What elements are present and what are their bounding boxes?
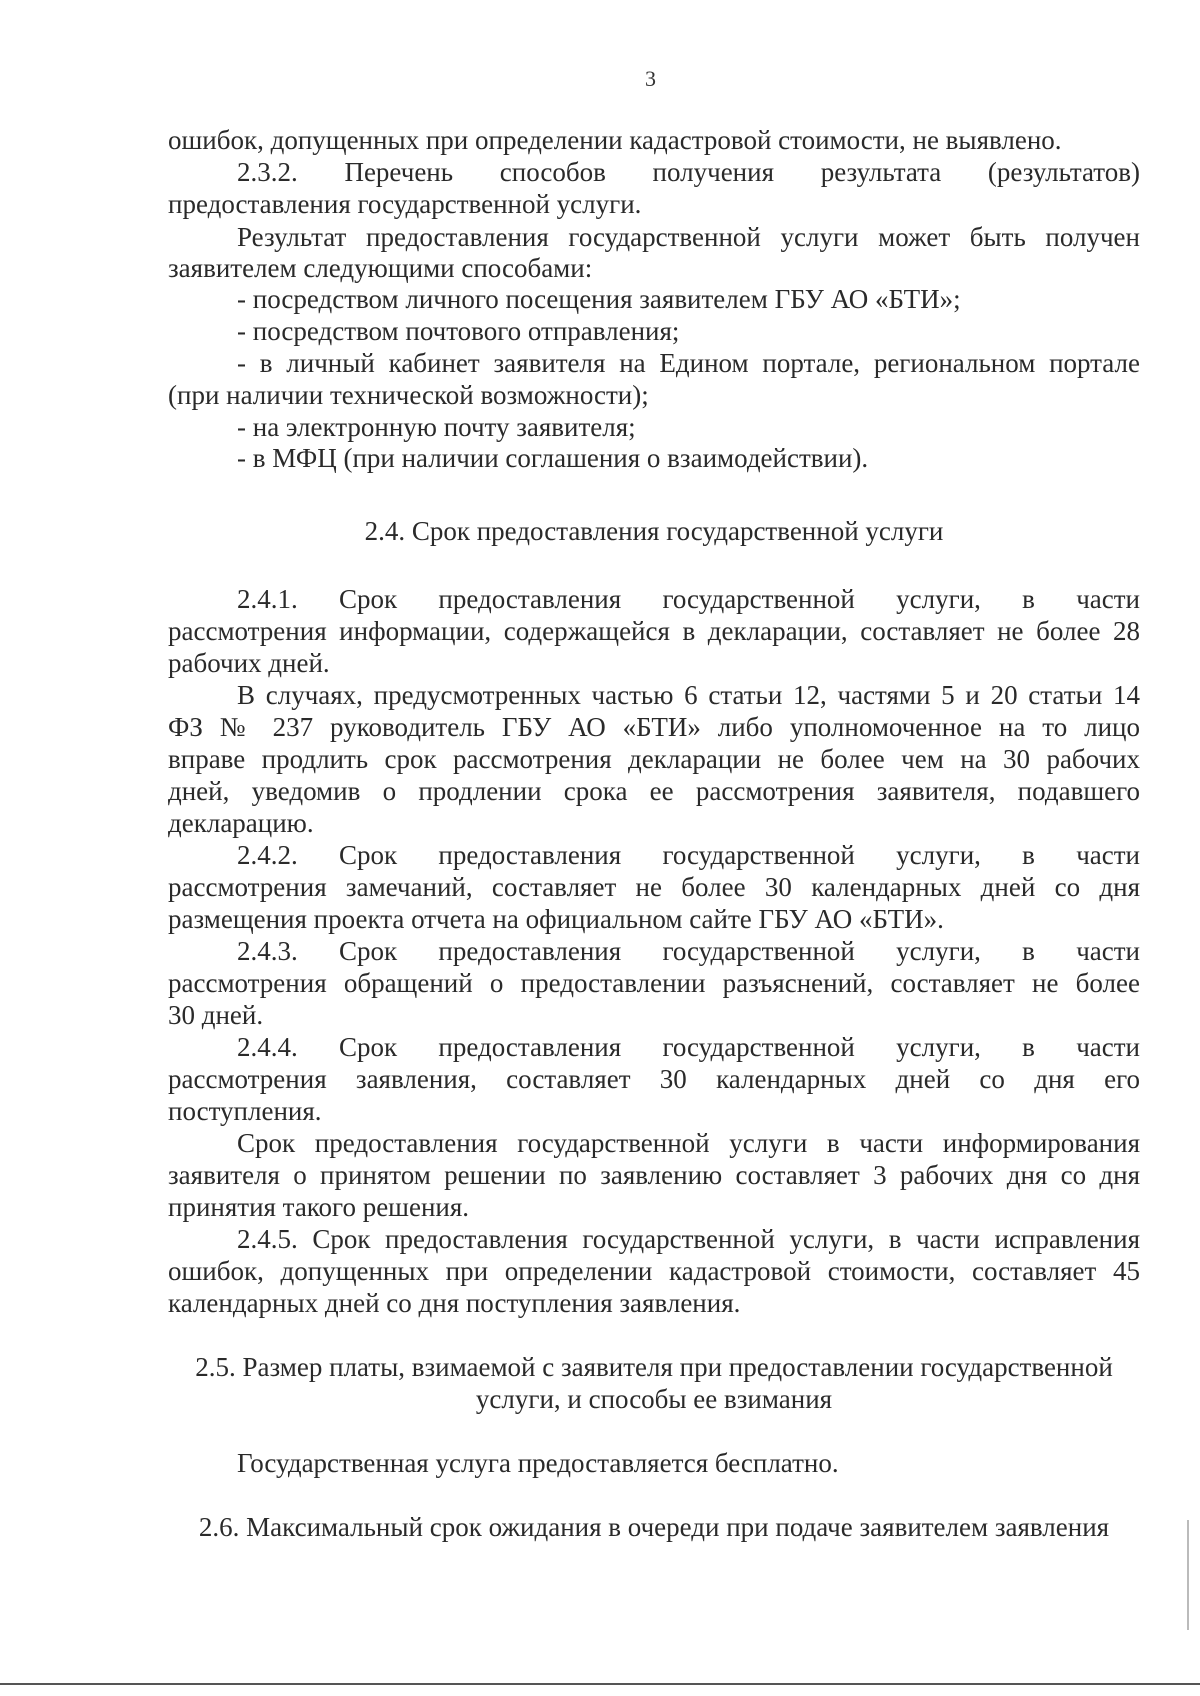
paragraph-2-3-2-start: 2.3.2. Перечень способов получения результата (результатов): [237, 157, 1140, 187]
section-heading-2-5-cont: услуги, и способы ее взимания: [475, 1384, 833, 1414]
scan-edge: [1187, 1520, 1189, 1630]
text-line: ФЗ № 237 руководитель ГБУ АО «БТИ» либо уполномоченное на то лицо: [168, 712, 1140, 742]
list-item: - посредством личного посещения заявителем ГБУ АО «БТИ»;: [237, 284, 961, 314]
paragraph-start: Результат предоставления государственной услуги может быть получен: [237, 222, 1140, 252]
paragraph-2-4-5-start: 2.4.5. Срок предоставления государственной услуги, в части исправления: [237, 1224, 1140, 1254]
paragraph-2-4-2-start: 2.4.2. Срок предоставления государственной услуги, в части: [237, 840, 1140, 870]
text-line: ошибок, допущенных при определении кадастровой стоимости, не выявлено.: [168, 125, 1062, 155]
text-line: рассмотрения замечаний, составляет не более 30 календарных дней со дня: [168, 872, 1140, 902]
section-heading-2-4: 2.4. Срок предоставления государственной услуги: [364, 516, 944, 546]
paragraph-start: В случаях, предусмотренных частью 6 статьи 12, частями 5 и 20 статьи 14: [237, 680, 1140, 710]
text-line: рассмотрения информации, содержащейся в декларации, составляет не более 28: [168, 616, 1140, 646]
text-line: календарных дней со дня поступления заявления.: [168, 1288, 741, 1318]
paragraph-2-4-1-start: 2.4.1. Срок предоставления государственной услуги, в части: [237, 584, 1140, 614]
text-line: поступления.: [168, 1096, 322, 1126]
section-heading-2-6: 2.6. Максимальный срок ожидания в очереди при подаче заявителем заявления: [198, 1512, 1110, 1542]
text-line: заявителем следующими способами:: [168, 253, 593, 283]
list-item: - на электронную почту заявителя;: [237, 412, 636, 442]
text-line: рассмотрения обращений о предоставлении разъяснений, составляет не более: [168, 968, 1140, 998]
list-item: - посредством почтового отправления;: [237, 316, 680, 346]
paragraph-start: Срок предоставления государственной услуги в части информирования: [237, 1128, 1140, 1158]
paragraph-2-4-3-start: 2.4.3. Срок предоставления государственной услуги, в части: [237, 936, 1140, 966]
text-line: вправе продлить срок рассмотрения декларации не более чем на 30 рабочих: [168, 744, 1140, 774]
text-line: ошибок, допущенных при определении кадастровой стоимости, составляет 45: [168, 1256, 1140, 1286]
paragraph-2-4-4-start: 2.4.4. Срок предоставления государственной услуги, в части: [237, 1032, 1140, 1062]
text-line: рассмотрения заявления, составляет 30 календарных дней со дня его: [168, 1064, 1140, 1094]
text-line: размещения проекта отчета на официальном сайте ГБУ АО «БТИ».: [168, 904, 944, 934]
list-item: - в МФЦ (при наличии соглашения о взаимодействии).: [237, 443, 869, 473]
paragraph-free-service: Государственная услуга предоставляется бесплатно.: [237, 1448, 839, 1478]
text-line: заявителя о принятом решении по заявлению составляет 3 рабочих дня со дня: [168, 1160, 1140, 1190]
text-line: 30 дней.: [168, 1000, 264, 1030]
text-line: предоставления государственной услуги.: [168, 189, 642, 219]
text-line: принятия такого решения.: [168, 1192, 470, 1222]
text-line: рабочих дней.: [168, 648, 330, 678]
page-bottom-edge: [0, 1683, 1200, 1685]
text-line: декларацию.: [168, 808, 314, 838]
section-heading-2-5: 2.5. Размер платы, взимаемой с заявителя при предоставлении государственной: [195, 1352, 1113, 1382]
text-line: (при наличии технической возможности);: [168, 380, 649, 410]
page-number: 3: [645, 66, 656, 91]
text-line: дней, уведомив о продлении срока ее рассмотрения заявителя, подавшего: [168, 776, 1140, 806]
list-item: - в личный кабинет заявителя на Едином портале, региональном портале: [237, 348, 1140, 378]
